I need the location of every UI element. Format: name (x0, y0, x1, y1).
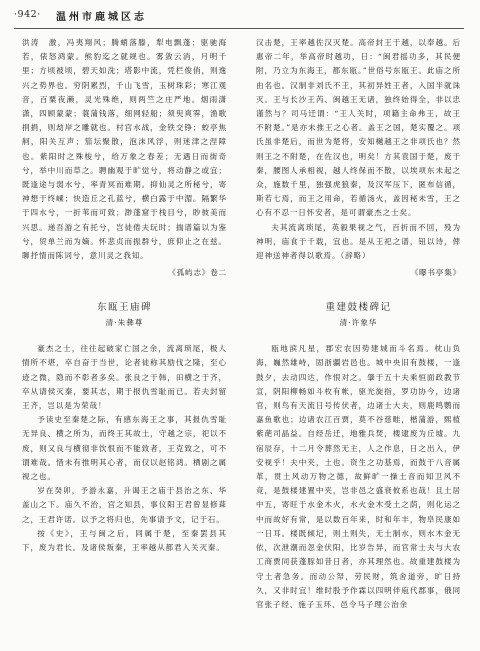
body-paragraph: 岁在癸卯，予游永嘉，升谒王之庙于县治之东、华盖山之下。庙久不治，宫之知县，事仪阳王君曾显修葺之，王君许诺。以予之将归也，先事请予文，记于石。 (22, 486, 227, 524)
left-column (22, 36, 227, 555)
page-header (14, 6, 464, 29)
body-paragraph: 夫其流离琐尾，英毅果视之气，百折而不回，殁为神明，庙食于千载，宜也。是从王祀之谱，钮以诗，俾迎神送神者得以歌焉。（辞略） (256, 222, 461, 261)
source-citation: 《曝书亭集》 (410, 268, 461, 278)
page-number: ·942· (14, 9, 41, 20)
body-paragraph: 予读史至秦楚之际，有感东海王之事，其报仇雪耻无异良、横之所为，而终王其故土，守越之宗，祀以不废，则又良与横彻非饮恨而不能致者，王克致之，可不谓难哉。惜未有推明其心者，而仅以赵铭鸿。栖剧之属视之也。 (22, 415, 227, 482)
article-title: 东瓯王庙碑 (96, 302, 152, 314)
article-title: 重建鼓楼碑记 (325, 302, 392, 314)
article-author: 清·朱彝尊 (105, 318, 144, 328)
body-paragraph: 汉击楚，王率越佐汉灭楚。高帝封王于越，以奉越。后惠帝二年，举高帝时越功，日：“闽君摇功多，其民便附，乃立为东海王，都东瓯。”世俗号东瓯王。此庙之所由名也。汉制非刘氏不王，其初异姓王者，入国半就诛灭。王与长沙王芮、闽越王无诸，独终始得全，非以忠谨然与？司马迁谓：“王人关时，项籍主命弗王，故王不附楚。”是亦未推王之心者。盖王之国，楚实覆之。项氏虽非楚后，而世为楚将，安知樾越王之非项氏也？然则王之不附楚，在佐汉也，明矣！方其袁国于楚，废于秦，腰图人承相视，越人终保而不散，以埃项东未起之众，施数千里，独强虎狼秦，及汉军压下，匿布信循，斯若七焉，而王之用命，若循汤火，盖因秘未雪，王之心有不忍一日怀安者，是可谓豪杰之士矣。 (256, 38, 461, 218)
body-paragraph: 豪杰之士，往往起破家亡国之余，流离琐尾，极人情所不堪，卒自奋于当世，论者徒称其励伐之隆，至心迹之微，隐而不彰者多矣。张良之于韩，田横之于齐，卒从请侯灭秦，要其志，期于报仇雪耻而已。若夫封留王齐，岂以是为荣哉！ (22, 344, 227, 411)
body-paragraph: 按《史》，王与闽之后，同属于楚，至秦罢县其下，废为君长。及诸侯叛秦，王率越从都君入关灭秦。 (22, 528, 227, 553)
book-title: 温州市鹿城区志 (56, 12, 147, 23)
poem-paragraph: 洪涛 激，冯夷翔风；腾蛸落滕，犁电飘蓬；驱驰海若，俵怒鸿蒙。熊豹迄之就规也。雾敛云消，月明千里；方顷被顷，碧天如洗；塔影中流，凭栏俊俏，则逸兴之势界也。穷阴累烈，千山飞雪，玉树珠彩；寒江观音，百粟夜濑，灵光殊绝，则两竺之庄严地。烟雨潇潇，四顾蒙蒙；蓑蒲钱落，细网轻船；须臾爽霁，渔歌捐捐，则劫岸之雕就也。村宫水战，金铁交铮；蛟亭焦舸，阳关互声；笳坛聚散，泡沫风浮，则迷津之涅障也。紫阳时之殊梭兮，给万象之春差；无遇日而街奇兮，举中川而草之。聘幽观于旷觉兮，将动静之或宜；既逢途与弱水兮，率青冥而难期。抑仙灵之所秘兮，寄神想于终嵊；快造丘之孔蓝兮，横白露于中湄。隔繁华于四水兮，一折苇而可致；渺蓬窟于栈目兮，眇彼美而兴思。递吾游之有托兮，岂徒倦夫玩时；揣谱篇以为鉴兮，贸单兰而为嫡。怀悲贞而振群兮，庶仰止之在兹。聊抒情而陈词兮，意川灵之我知。 (22, 38, 227, 261)
right-column (256, 36, 461, 612)
body-paragraph: 瓯地滨凡星，郡宏农因势建城而斗名焉。枕山负海，巍然雄峙，固浙疆岩邑也。城中央旧有鼓楼，一逢鼓夕，去动四达，作恨对之。肇于五十夫乘恒面政教节宣，阴阳柳畅如斗枚有帐，驱光旋指，罗功协今，边诸官，则鸟有天流日号传伏者，边诸士大夫，则鹿鸣鹦而嘉鱼歌也；边诸农江百贾，莫不谷慈畦，楷蒲游，熙植紫葩司晶益。自经岳迁，地雅兵焚，楼逮废为丘墟。九宿辰存，十二月令葬然无主，人之作息，日之出入，伊安视乎！夫中夹，土也。资生之功基焉，而鼓于八音属革，贯土风动万物之德，故鲜旷一操土音而知卫风不竞，是鼓楼建置中夹，岂非邑之盛衰攸系也哉！且土居中五，寄旺于水金木火，水火金木受土之荫，则化运之中而故好有常，是以数百年来，时和年丰，物阜民康如一日耳。楼既倾圮，则土则失，无土制水，则水木金无依，次泄潮而忽金伏阳，比岁告异，而官常士夫与大农工商贾同获蓬豚如昔日者，亦其理然也。故重建鼓楼为守土者急务。而动公帑，劳民财，筑舍道旁，旷日持久，又非时宜！维时股予作霖以四明伴庖代郡事，俄同官张子经、施子玉环、邑令马子理公治余 (256, 344, 461, 609)
source-citation: 《孤屿志》卷二 (168, 268, 227, 278)
article-author: 清·许象华 (339, 318, 378, 328)
